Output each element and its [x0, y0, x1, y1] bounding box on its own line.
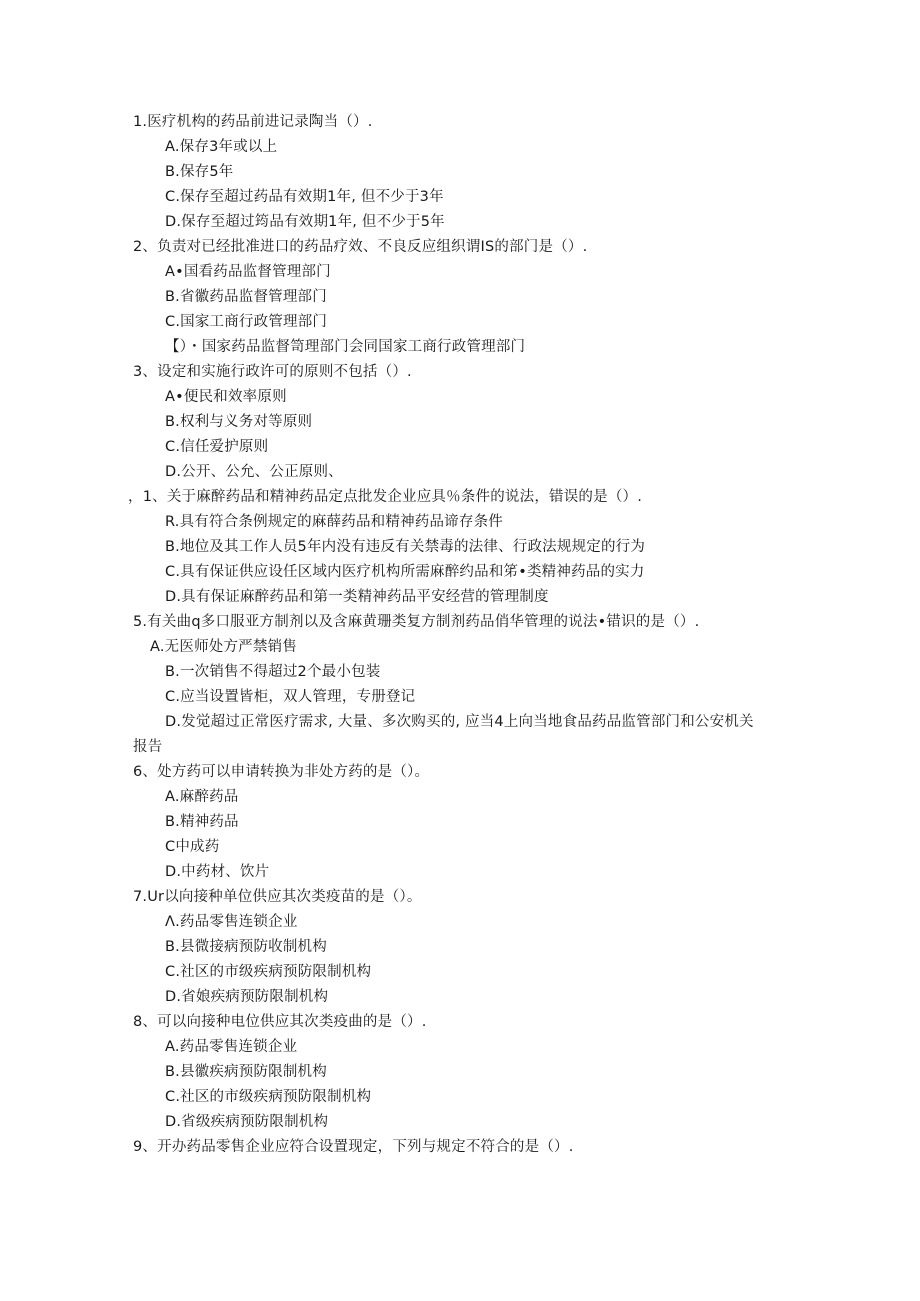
- option: D.具有保证麻醉药品和第一类精神药品平安经营的管理制度: [165, 589, 549, 605]
- option: C.具有保证供应设任区域内医疗机构所需麻醉约品和笫•类精神药品的实力: [165, 564, 645, 580]
- question-stem: ，1、关于麻醉药品和精神药品定点批发企业应具％条件的说法，错误的是（）.: [128, 489, 643, 505]
- option: D.中药材、饮片: [165, 864, 270, 880]
- question-stem: 7.Ur以向接种单位供应其次类疫苗的是（）。: [133, 889, 422, 905]
- option: Λ.药品零售连锁企业: [165, 914, 298, 930]
- option: C中成药: [165, 839, 220, 855]
- option: B.一次销售不得超过2个最小包装: [165, 664, 381, 680]
- option: A.麻醉药品: [165, 789, 239, 805]
- option-continuation: 报告: [133, 739, 163, 755]
- question-stem: 8、可以向接种电位供应其次类疫曲的是（）.: [133, 1014, 427, 1030]
- option: 【）・国家药品监督笥理部门会同国家工商行政管理部门: [165, 339, 526, 355]
- option: D.发觉超过正常医疗需求, 大量、多次购买的, 应当4上向当地食品药品监管部门和公安机关: [165, 714, 754, 730]
- question-stem: 1.医疗机构的药品前进记录陶当（）.: [133, 114, 373, 130]
- option: C.应当设置皆柜，双人管理，专册登记: [165, 689, 416, 705]
- option: A.无医师处方严禁销售: [150, 639, 297, 655]
- question-stem: 5.有关曲q多口服亚方制剂以及含麻黄珊类复方制剂药品俏华管理的说法•错识的是（）.: [133, 614, 700, 630]
- option: D.保存至超过筠品有效期1年, 但不少于5年: [165, 214, 445, 230]
- option: D.公开、公允、公正原则、: [165, 464, 343, 480]
- option: D.省级疾病预防限制机构: [165, 1114, 329, 1130]
- option: R.具有符合条例规定的麻薛药品和精神药品谛存条件: [165, 514, 503, 530]
- option: A•国看药品监督管理部门: [165, 264, 331, 280]
- question-stem: 9、开办药品零售企业应符合设置现定，下列与规定不符合的是（）.: [133, 1139, 574, 1155]
- option: B.权利与义务对等原则: [165, 414, 313, 430]
- option: C.社区的市级疾病预防限制机构: [165, 1089, 372, 1105]
- option: B.地位及其工作人员5年内没有违反有关禁毒的法律、行政法规规定的行为: [165, 539, 646, 555]
- question-stem: 2、负责对已经批准进口的药品疗效、不良反应组织谓IS的部门是（）.: [133, 239, 588, 255]
- option: A.药品零售连锁企业: [165, 1039, 298, 1055]
- option: D.省娘疾病预防限制机构: [165, 989, 329, 1005]
- option: C.信任爱护原则: [165, 439, 269, 455]
- option: C.国家工商行政管理部门: [165, 314, 328, 330]
- option: C.社区的市级疾病预防限制机构: [165, 964, 372, 980]
- option: B.省徽药品监督管理部门: [165, 289, 327, 305]
- question-stem: 3、设定和实施行政许可的原则不包括（）.: [133, 364, 412, 380]
- option: B.县微接病预防收制机构: [165, 939, 327, 955]
- option: B.县徽疾病预防限制机构: [165, 1064, 327, 1080]
- option: A•便民和效率原则: [165, 389, 287, 405]
- option: C.保存至超过药品有效期1年, 但不少于3年: [165, 189, 444, 205]
- question-stem: 6、处方药可以申请转换为非处方药的是（）。: [133, 764, 430, 780]
- option: B.精神药品: [165, 814, 239, 830]
- option: A.保存3年或以上: [165, 139, 278, 155]
- option: B.保存5年: [165, 164, 234, 180]
